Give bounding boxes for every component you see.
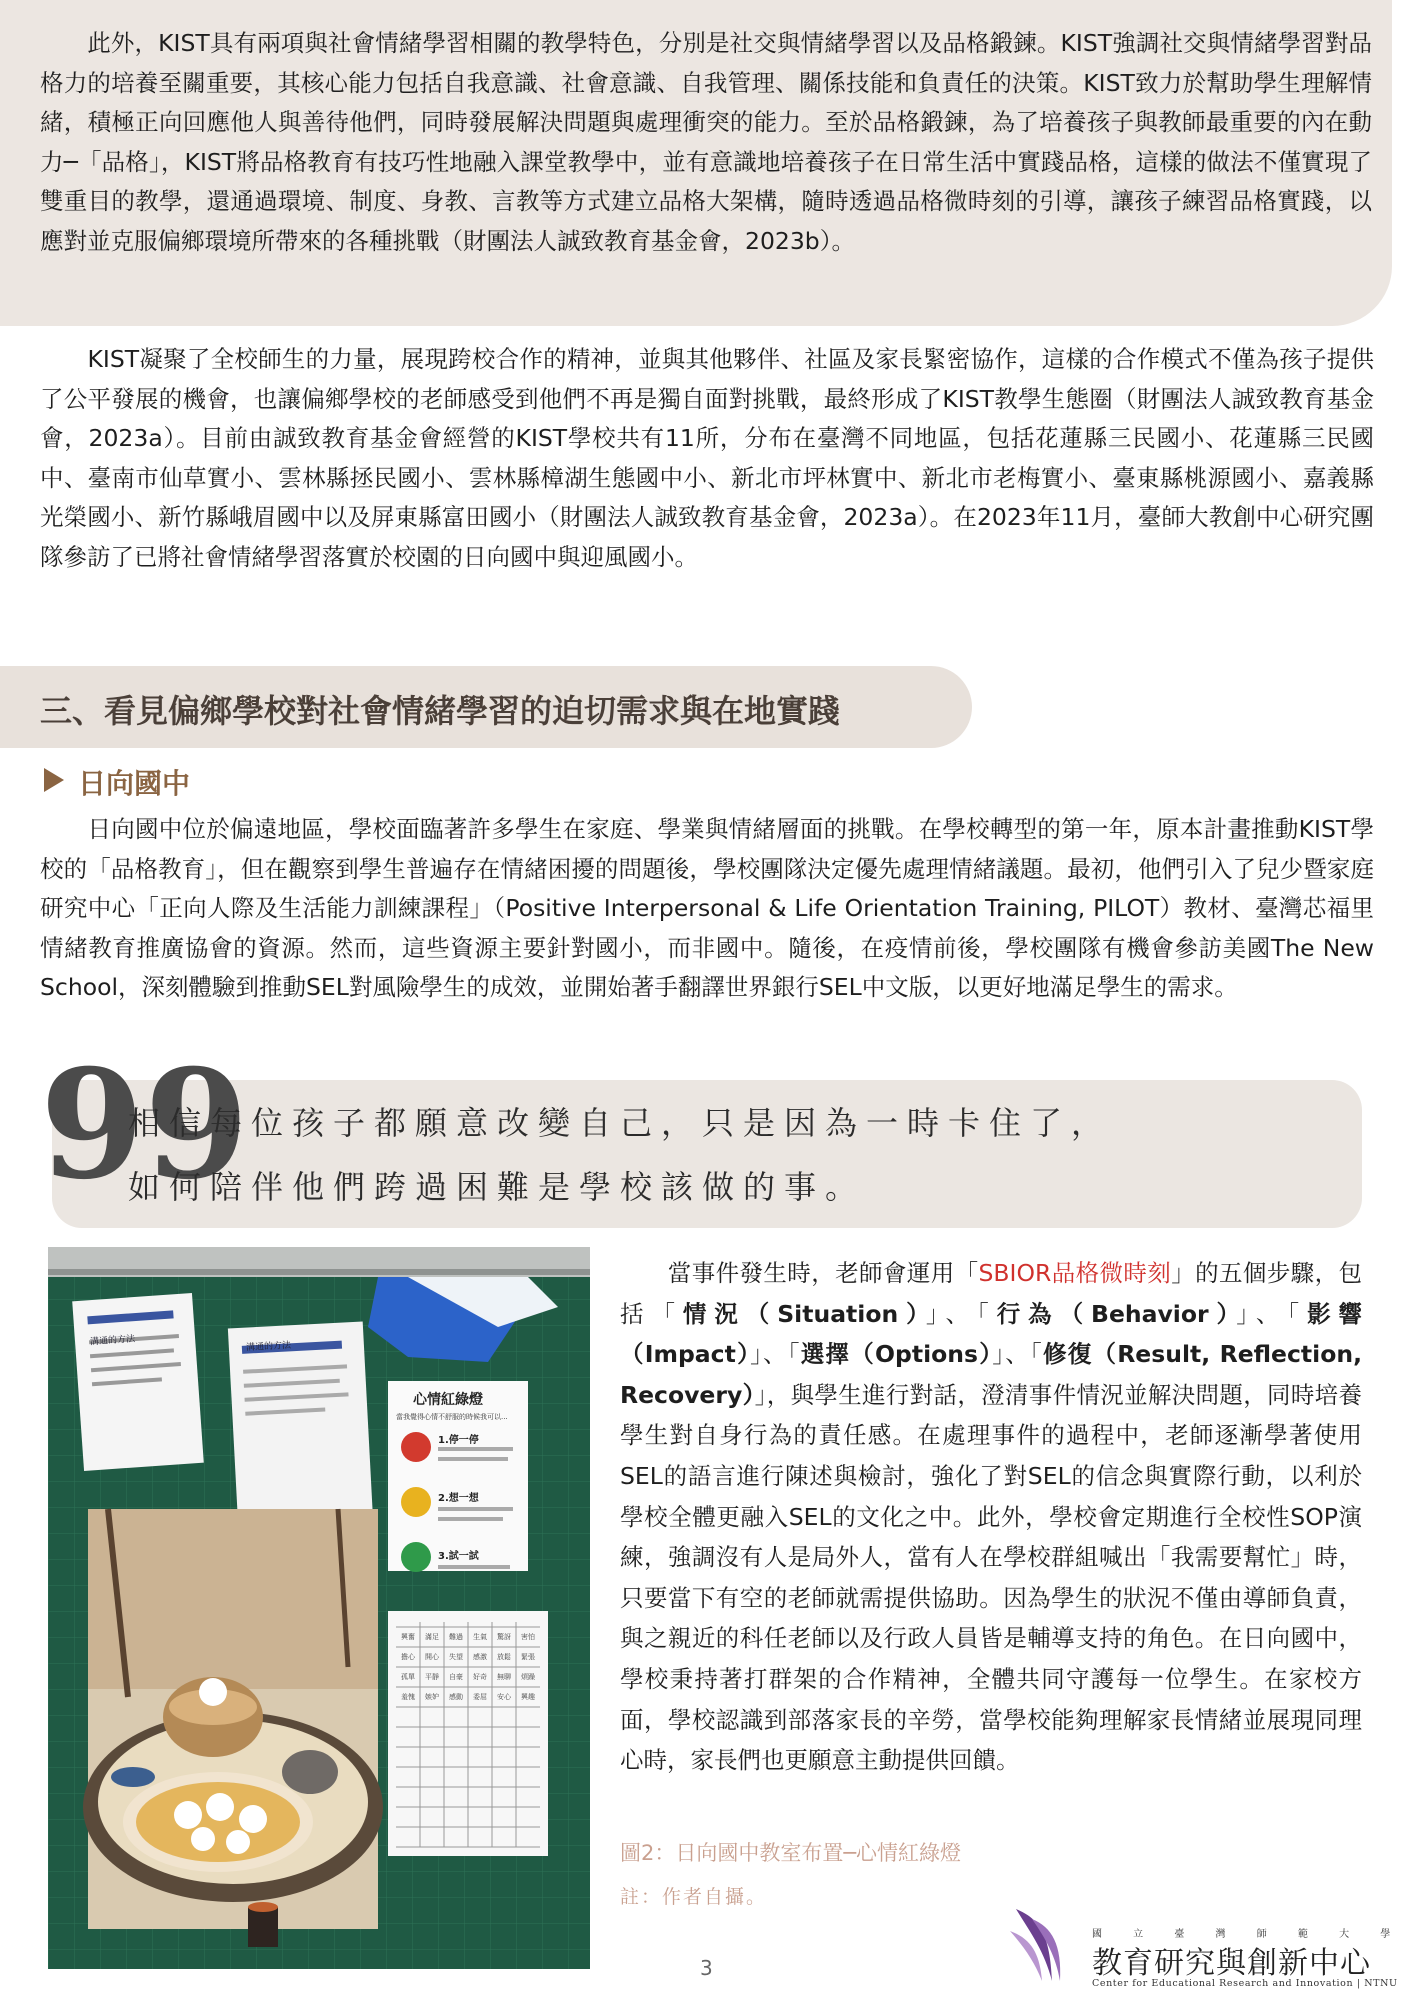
emotion-word: 感動 bbox=[449, 1693, 463, 1701]
emotion-word: 驚訝 bbox=[497, 1633, 511, 1641]
emotion-word: 感激 bbox=[473, 1653, 487, 1661]
emotion-word: 自豪 bbox=[449, 1673, 463, 1681]
emotion-word: 難過 bbox=[449, 1633, 463, 1641]
poster-step-3: 3.試一試 bbox=[438, 1551, 479, 1562]
emotion-word: 興趣 bbox=[521, 1693, 535, 1701]
step-options: 選擇（Options） bbox=[800, 1340, 993, 1369]
second-card-title: 溝通的方法 bbox=[245, 1340, 292, 1354]
step-behavior: 行為（Behavior） bbox=[996, 1299, 1237, 1328]
logo-center-name: 教育研究與創新中心 bbox=[1092, 1946, 1371, 1981]
emotion-word: 平靜 bbox=[425, 1673, 439, 1681]
emotion-word: 擔心 bbox=[401, 1653, 415, 1661]
step-recovery: 修復（Result, Reflection, Recovery） bbox=[620, 1340, 1363, 1409]
emotion-word: 安心 bbox=[497, 1693, 511, 1701]
emotion-word: 害怕 bbox=[521, 1633, 535, 1641]
emotion-words-grid bbox=[396, 1627, 540, 1707]
emotion-word: 嫉妒 bbox=[425, 1693, 439, 1701]
emotion-word: 委屈 bbox=[473, 1693, 487, 1701]
page-number: 3 bbox=[700, 1956, 713, 1980]
figure-caption: 圖2：日向國中教室布置─心情紅綠燈 bbox=[620, 1841, 962, 1865]
emotion-word: 無聊 bbox=[497, 1673, 511, 1681]
emotion-word: 孤單 bbox=[401, 1673, 415, 1681]
poster-subtitle: 當我覺得心情不舒服的時候我可以... bbox=[396, 1413, 508, 1421]
kist-paragraph: KIST凝聚了全校師生的力量，展現跨校合作的精神，並與其他夥伴、社區及家長緊密協作，這樣的合作模式不僅為孩子提供了公平發展的機會，也讓偏鄉學校的老師感受到他們不再是獨自面對挑戰，最終形成了KIST教學生態圈（財團法人誠致教育基金會，2023a）。目前由誠致教育基金會經營的KIST學校共有11所，分布在臺灣不同地區，包括花蓮縣三民國小、花蓮縣三民國中、臺南市仙草實小、雲林縣拯民國小、雲林縣樟湖生態國中小、新北市坪林實中、新北市老梅實小、臺東縣桃源國小、嘉義縣光榮國小、新竹縣峨眉國中以及屏東縣富田國小（財團法人誠致教育基金會，2023a）。在2023年11月，臺師大教創中心研究團隊參訪了已將社會情緒學習落實於校園的日向國中與迎風國小。 bbox=[40, 345, 1374, 571]
sbior-paragraph: 當事件發生時，老師會運用「SBIOR品格微時刻」的五個步驟，包括「情況（Situation）」、「行為（Behavior）」、「影響（Impact）」、「選擇（Options）」、「修復（Result, Reflection, Recovery）」，與學生進行對話，澄清事件情況並解決問題，同時培養學生對自身行為的責任感。在處理事件的過程中，老師逐漸學著使用SEL的語言進行陳述與檢討，強化了對SEL的信念與實際行動，以利於學校全體更融入SEL的文化之中。此外，學校會定期進行全校性SOP演練，強調沒有人是局外人，當有人在學校群組喊出「我需要幫忙」時，只要當下有空的老師就需提供協助。因為學生的狀況不僅由導師負責，與之親近的科任老師以及行政人員皆是輔導支持的角色。在日向國中，學校秉持著打群架的合作精神，全體共同守護每一位學生。在家校方面，學校認識到部落家長的辛勞，當學校能夠理解家長情緒並展現同理心時，家長們也更願意主動提供回饋。 bbox=[620, 1259, 1363, 1775]
classroom-photo-illustration bbox=[48, 1247, 590, 1969]
step-situation: 情況（Situation） bbox=[682, 1299, 926, 1328]
emotion-word: 緊張 bbox=[521, 1653, 535, 1661]
quote-line-2: 如何陪伴他們跨過困難是學校該做的事。 bbox=[128, 1168, 867, 1206]
left-card-title: 溝通的方法 bbox=[89, 1334, 136, 1348]
figure-note: 註：作者自攝。 bbox=[620, 1886, 768, 1908]
section-heading: 三、看見偏鄉學校對社會情緒學習的迫切需求與在地實踐 bbox=[40, 692, 841, 730]
emotion-word: 失望 bbox=[449, 1653, 463, 1661]
quote-line-1: 相信每位孩子都願意改變自己，只是因為一時卡住了， bbox=[128, 1104, 1113, 1142]
logo-english-name: Center for Educational Research and Innovation | NTNU bbox=[1092, 1978, 1398, 1989]
step-impact: 影響（Impact） bbox=[620, 1299, 1363, 1369]
triangle-bullet-icon bbox=[44, 768, 64, 792]
emotion-word: 好奇 bbox=[473, 1673, 487, 1681]
quote-mark-icon: 99 bbox=[40, 1037, 249, 1213]
school-paragraph: 日向國中位於偏遠地區，學校面臨著許多學生在家庭、學業與情緒層面的挑戰。在學校轉型的第一年，原本計畫推動KIST學校的「品格教育」，但在觀察到學生普遍存在情緒困擾的問題後，學校團隊決定優先處理情緒議題。最初，他們引入了兒少暨家庭研究中心「正向人際及生活能力訓練課程」（Positive Interpersonal & Life Orientation Training, PILOT）教材、臺灣芯福里情緒教育推廣協會的資源。然而，這些資源主要針對國小，而非國中。隨後，在疫情前後，學校團隊有機會參訪美國The New School，深刻體驗到推動SEL對風險學生的成效，並開始著手翻譯世界銀行SEL中文版，以更好地滿足學生的需求。 bbox=[40, 815, 1374, 1002]
emotion-word: 滿足 bbox=[425, 1633, 439, 1641]
poster-step-2: 2.想一想 bbox=[438, 1493, 479, 1504]
logo-university: 國 立 臺 灣 師 範 大 學 bbox=[1092, 1929, 1405, 1940]
poster-title: 心情紅綠燈 bbox=[413, 1392, 483, 1408]
emotion-word: 生氣 bbox=[473, 1633, 487, 1641]
sbior-highlight: SBIOR品格微時刻 bbox=[978, 1259, 1172, 1287]
emotion-word: 羞愧 bbox=[401, 1693, 415, 1701]
classroom-photo bbox=[48, 1247, 590, 1969]
emotion-word: 興奮 bbox=[401, 1633, 415, 1641]
poster-step-1: 1.停一停 bbox=[438, 1435, 479, 1446]
subheading: 日向國中 bbox=[78, 767, 191, 800]
emotion-word: 放鬆 bbox=[497, 1653, 511, 1661]
center-logo-icon bbox=[1010, 1905, 1080, 1983]
top-paragraph: 此外，KIST具有兩項與社會情緒學習相關的教學特色，分別是社交與情緒學習以及品格鍛鍊。KIST強調社交與情緒學習對品格力的培養至關重要，其核心能力包括自我意識、社會意識、自我管理、關係技能和負責任的決策。KIST致力於幫助學生理解情緒，積極正向回應他人與善待他們，同時發展解決問題與處理衝突的能力。至於品格鍛鍊，為了培養孩子與教師最重要的內在動力─「品格」，KIST將品格教育有技巧性地融入課堂教學中，並有意識地培養孩子在日常生活中實踐品格，這樣的做法不僅實現了雙重目的教學，還通過環境、制度、身教、言教等方式建立品格大架構，隨時透過品格微時刻的引導，讓孩子練習品格實踐，以應對並克服偏鄉環境所帶來的各種挑戰（財團法人誠致教育基金會，2023b）。 bbox=[40, 29, 1372, 255]
emotion-word: 煩躁 bbox=[521, 1673, 535, 1681]
emotion-word: 開心 bbox=[425, 1653, 439, 1661]
